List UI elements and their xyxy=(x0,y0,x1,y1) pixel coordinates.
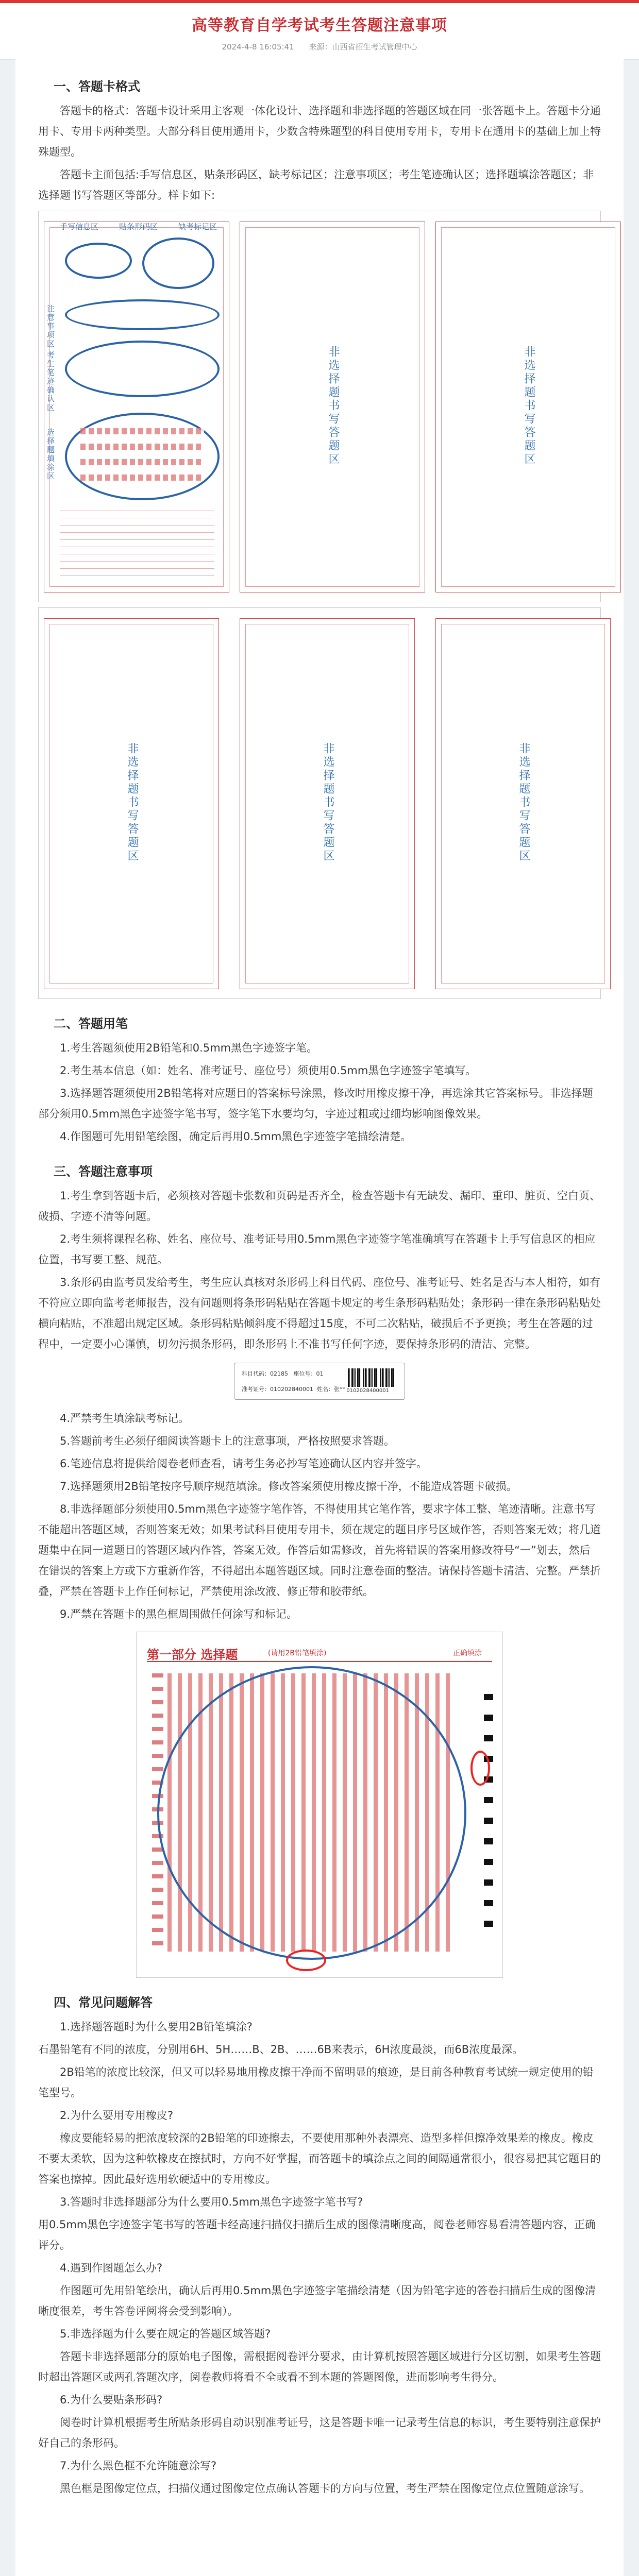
faq-question: 1.选择题答题时为什么要用2B铅笔填涂? xyxy=(60,2021,253,2033)
faq-answer: 石墨铅笔有不同的浓度，分别用6H、5H……B、2B、……6B来表示，6H浓度最淡，而6B浓度最深。 xyxy=(38,2043,524,2056)
barcode-ellipse xyxy=(142,238,214,289)
section-heading-pen: 二、答题用笔 xyxy=(54,1016,128,1031)
faq-question: 3.答题时非选择题部分为什么要用0.5mm黑色字迹签字笔书写? xyxy=(60,2196,363,2208)
barcode-exam-row: 准考证号：010202840001 姓名：张** xyxy=(242,1386,345,1393)
confirm-ellipse xyxy=(65,341,220,397)
sample-sheet-figure-front xyxy=(38,211,601,602)
faq-question: 2.为什么要用专用橡皮? xyxy=(60,2109,174,2122)
nonchoice-label: 非选择题书写答题区 xyxy=(322,742,334,863)
annotation-choice: 选择题填涂区 xyxy=(46,428,55,481)
annotation-confirm: 考生笔迹确认区 xyxy=(46,351,55,412)
paragraph: 3.条形码由监考员发给考生，考生应认真核对条形码上科目代码、座位号、准考证号、姓名是否与本人相符，如有不符应立即向监考老师报告，没有问题则将条形码粘贴在答题卡规定的考生条形码粘贴处；条形码一律在条形码粘贴处横向粘贴，不准超出规定区域。条形码粘贴倾斜度不得超过15度，不可二次粘贴，破损后不予更换；考生在答题的过程中，一定要小心谨慎，切勿污损条形码，即条形码上不准书写任何字迹，要保持条形码的清洁、完整。 xyxy=(38,1276,601,1350)
list-item: 3.选择题答题须使用2B铅笔将对应题目的答案标号涂黑，修改时用橡皮擦干净，再选涂其它答案标号。非选择题部分须用0.5mm黑色字迹签字笔书写，签字笔下水要均匀，字迹过粗或过细均影响图像效果。 xyxy=(38,1087,593,1120)
handwrite-ellipse xyxy=(65,243,132,279)
paragraph: 8.非选择题部分须使用0.5mm黑色字迹签字笔作答，不得使用其它笔作答，要求字体工整、笔迹清晰。注意书写不能超出答题区域，否则答案无效；如果考试科目使用专用卡，须在规定的题目序号区域作答，否则答案无效；将几道题集中在同一道题目的答题区域内作答，答案无效。作答后如需修改，首先将错误的答案用修改符号“一”划去，然后在错误的答案上方或下方重新作答，不得超出本题答题区域。同时注意卷面的整洁。请保持答题卡清洁、完整。严禁折叠，严禁在答题卡上作任何标记，严禁使用涂改液、修正带和胶带纸。 xyxy=(38,1503,601,1598)
paragraph: 2.考生须将课程名称、姓名、座位号、准考证号用0.5mm黑色字迹签字笔准确填写在答题卡上手写信息区的相应位置，书写要工整、规范。 xyxy=(38,1233,596,1266)
positioning-marks xyxy=(484,1694,493,1941)
black-mark-highlight xyxy=(470,1751,490,1786)
faq-answer: 用0.5mm黑色字迹签字笔书写的答题卡经高速扫描仪扫描后生成的图像清晰度高，阅卷老师容易看清答题内容，正确评分。 xyxy=(38,2218,596,2251)
faq-question: 4.遇到作图题怎么办? xyxy=(60,2262,163,2274)
faq-question: 6.为什么要贴条形码? xyxy=(60,2394,163,2406)
barcode-bars xyxy=(348,1368,394,1387)
article-title: 高等教育自学考试考生答题注意事项 xyxy=(192,16,447,35)
faq-answer: 作图题可先用铅笔绘出，确认后再用0.5mm黑色字迹签字笔描绘清楚（因为铅笔字迹的答卷扫描后生成的图像清晰度很差，考生答卷评阅将会受到影响）。 xyxy=(38,2284,596,2317)
paragraph: 6.笔迹信息将提供给阅卷老师查看，请考生务必抄写笔迹确认区内容并签字。 xyxy=(60,1458,428,1470)
barcode-number: 0102028400001 xyxy=(346,1388,389,1394)
list-item: 1.考生答题须使用2B铅笔和0.5mm黑色字迹签字笔。 xyxy=(60,1042,318,1054)
section-heading-notice: 三、答题注意事项 xyxy=(54,1164,153,1179)
article-meta xyxy=(0,41,639,52)
sample-sheet-page-2 xyxy=(240,222,425,592)
article-body xyxy=(15,52,624,2576)
notice-ellipse xyxy=(65,299,220,330)
faq-answer: 答题卡非选择题部分的原始电子图像，需根据阅卷评分要求，由计算机按照答题区域进行分区切割，如果考生答题时超出答题区或两孔答题次序，阅卷教师将看不全或看不到本题的答题图像，进而影响考生得分。 xyxy=(38,2350,601,2383)
paragraph: 7.选择题须用2B铅笔按序号顺序规范填涂。修改答案须使用橡皮擦干净，不能造成答题卡破损。 xyxy=(60,1480,517,1493)
bottom-mark-highlight xyxy=(286,1950,326,1971)
paragraph: 答题卡的格式：答题卡设计采用主客观一体化设计、选择题和非选择题的答题区域在同一张答题卡上。答题卡分通用卡、专用卡两种类型。大部分科目使用通用卡，少数含特殊题型的科目使用专用卡，专用卡在通用卡的基础上加上特殊题型。 xyxy=(38,105,601,158)
nonchoice-label: 非选择题书写答题区 xyxy=(523,346,535,466)
paragraph: 1.考生拿到答题卡后，必须核对答题卡张数和页码是否齐全，检查答题卡有无缺发、漏印、重印、脏页、空白页、破损、字迹不清等问题。 xyxy=(38,1190,601,1223)
choice-area-ellipse xyxy=(157,1666,466,1960)
source-link[interactable]: 山西省招生考试管理中心 xyxy=(332,42,417,52)
sample-sheet-figure-back xyxy=(38,607,601,999)
list-item: 4.作图题可先用铅笔绘图，确定后再用0.5mm黑色字迹签字笔描绘清楚。 xyxy=(60,1130,412,1143)
faq-answer: 黑色框是图像定位点，扫描仪通过图像定位点确认答题卡的方向与位置，考生严禁在图像定位点位置随意涂写。 xyxy=(60,2482,590,2495)
faq-answer: 橡皮要能轻易的把浓度较深的2B铅笔的印迹擦去，不要使用那种外表漂亮、造型多样但擦净效果差的橡皮。橡皮不要太柔软，因为这种软橡皮在擦拭时，方向不好掌握，而答题卡的填涂点之间的间隔通常很小，很容易把其它题目的答案也擦掉。因此最好选用软硬适中的专用橡皮。 xyxy=(38,2132,601,2185)
sample-sheet-page-1 xyxy=(44,222,229,592)
choice-part-title: 第一部分 选择题 xyxy=(147,1648,238,1662)
faq-answer: 阅卷时计算机根据考生所贴条形码自动识别准考证号，这是答题卡唯一记录考生信息的标识，考生要特别注意保护好自己的条形码。 xyxy=(38,2416,601,2449)
sample-sheet-page-3 xyxy=(435,222,621,592)
paragraph: 9.严禁在答题卡的黑色框周围做任何涂写和标记。 xyxy=(60,1608,298,1620)
faq-answer: 2B铅笔的浓度比较深，但又可以轻易地用橡皮擦干净而不留明显的痕迹，是目前各种教育考试统一规定使用的铅笔型号。 xyxy=(38,2066,594,2099)
faq-question: 7.为什么黑色框不允许随意涂写? xyxy=(60,2460,217,2472)
annotation-notice: 注意事项区 xyxy=(46,304,55,348)
fill-sample-label: 正确填涂 xyxy=(453,1649,482,1657)
faq-question: 5.非选择题为什么要在规定的答题区域答题? xyxy=(60,2328,271,2340)
nonchoice-label: 非选择题书写答题区 xyxy=(327,346,340,466)
choice-ellipse xyxy=(65,413,220,500)
publish-date: 2024-4-8 16:05:41 xyxy=(222,42,294,52)
annotation-handwrite: 手写信息区 xyxy=(60,222,99,231)
barcode-sample xyxy=(234,1363,405,1400)
nonchoice-label: 非选择题书写答题区 xyxy=(126,742,139,863)
paragraph: 答题卡主面包括:手写信息区，贴条形码区，缺考标记区；注意事项区；考生笔迹确认区；选择题填涂答题区；非选择题书写答题区等部分。样卡如下: xyxy=(38,168,594,201)
nonchoice-label: 非选择题书写答题区 xyxy=(517,742,530,863)
source-info: 来源：山西省招生考试管理中心 xyxy=(309,42,417,52)
list-item: 2.考生基本信息（如：姓名、准考证号、座位号）须使用0.5mm黑色字迹签字笔填写。 xyxy=(60,1064,477,1077)
choice-area-figure xyxy=(136,1632,503,1978)
section-heading-format: 一、答题卡格式 xyxy=(54,79,140,94)
sample-sheet-page-6 xyxy=(435,618,611,989)
sample-sheet-page-4 xyxy=(44,618,219,989)
choice-part-hint: (请用2B铅笔填涂) xyxy=(268,1649,327,1657)
paragraph: 4.严禁考生填涂缺考标记。 xyxy=(60,1412,190,1425)
sample-sheet-page-5 xyxy=(240,618,415,989)
paragraph: 5.答题前考生必须仔细阅读答题卡上的注意事项，严格按照要求答题。 xyxy=(60,1435,395,1447)
annotation-barcode: 贴条形码区 xyxy=(119,222,158,231)
barcode-subject-row: 科目代码：02185 座位号：01 xyxy=(242,1370,324,1377)
annotation-absent: 缺考标记区 xyxy=(178,222,217,231)
section-heading-faq: 四、常见问题解答 xyxy=(54,1995,153,2010)
